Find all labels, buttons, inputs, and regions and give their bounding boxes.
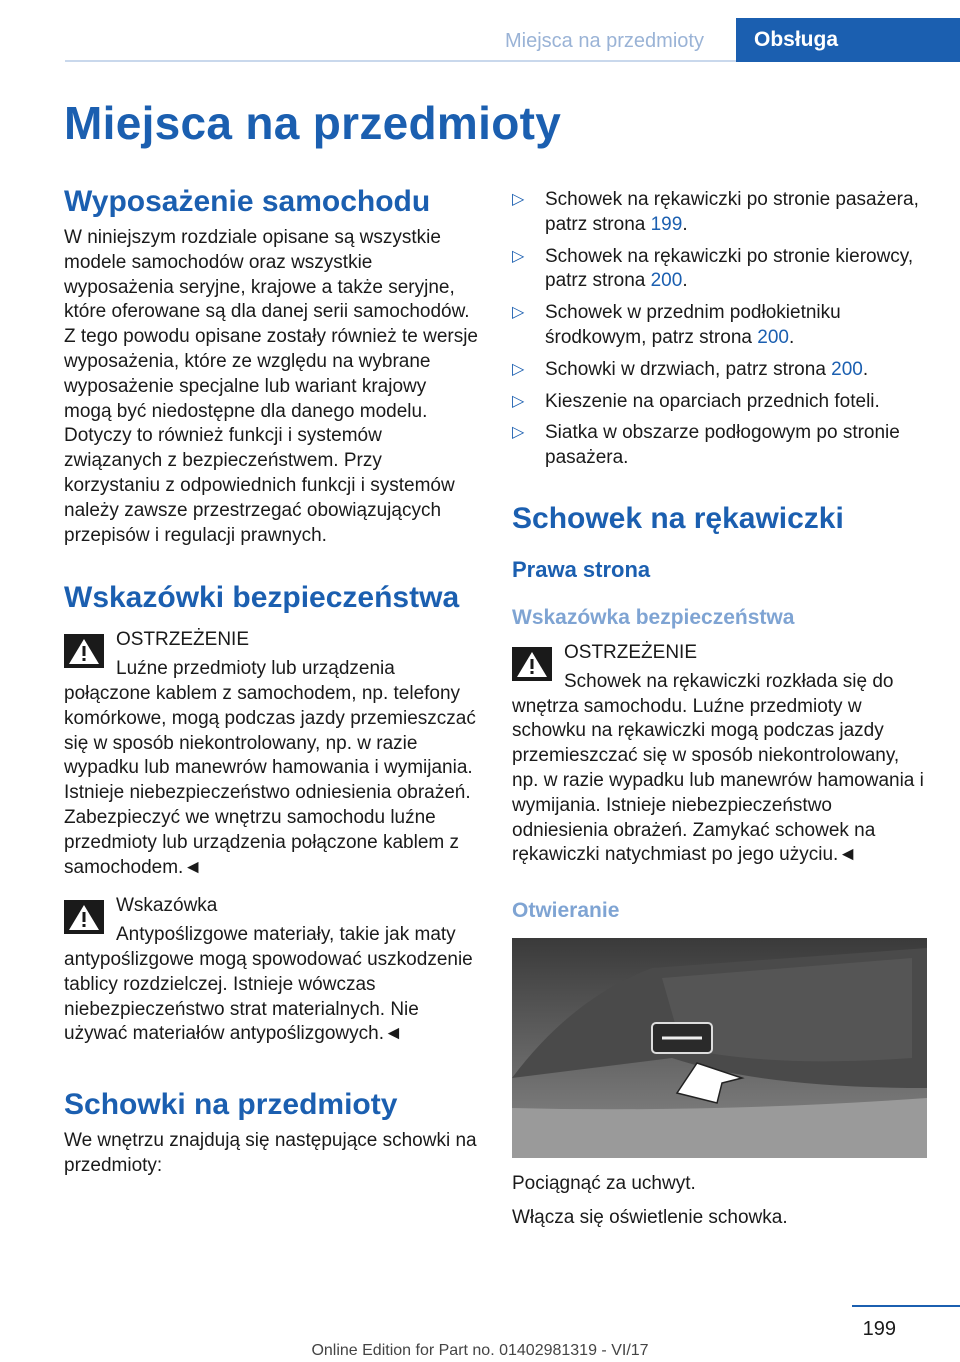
page-link[interactable]: 199 [650, 213, 683, 235]
notice-block-antislip [64, 894, 479, 1047]
warning-block-loose-objects [64, 628, 479, 880]
list-item: ▷ Schowek na rękawiczki po stronie pasażera, patrz strona 199. [512, 189, 919, 235]
notice-title: Wskazówka [116, 895, 218, 917]
list-item: ▷ Schowek na rękawiczki po stronie kierowcy, patrz strona 200. [512, 245, 914, 292]
heading-opening: Otwieranie [512, 899, 620, 923]
page-number: 199 [862, 1318, 896, 1340]
list-item: ▷ Kieszenie na oparciach przednich foteli. [512, 390, 927, 415]
glovebox-photo [512, 938, 927, 1158]
heading-glovebox: Schowek na rękawiczki [512, 501, 844, 535]
footer-divider [852, 1305, 960, 1307]
storage-list [512, 188, 927, 471]
warning-text: Luźne przedmioty lub urządzenia połączone kablem z samochodem, np. telefony komórkowe, mogą podczas jazdy przemieszczać się w sposób niekontrolowany, np. w razie wypadku lub manewrów hamowania i wymijania. Istnieje niebezpieczeństwo odniesienia obrażeń. Zabezpieczyć we wnętrzu samochodu luźne przedmioty lub urządzenia połączone kablem z samochodem.◄ [64, 658, 476, 878]
right-column [512, 188, 927, 1231]
list-item: ▷ Siatka w obszarze podłogowym po stronie pasażera. [512, 422, 900, 469]
page-link[interactable]: 200 [650, 270, 683, 292]
caption-pull-handle: Pociągnąć za uchwyt. [512, 1173, 696, 1195]
list-item: ▷ Schowek w przednim podłokietniku środkowym, patrz strona 200. [512, 302, 841, 348]
warning-triangle-icon [512, 647, 552, 681]
footer-edition: Online Edition for Part no. 01402981319 - VI/17 [311, 1342, 649, 1359]
header-tab-active[interactable]: Obsługa [736, 18, 960, 62]
caption-light-on: Włącza się oświetlenie schowka. [512, 1206, 788, 1228]
page-title: Miejsca na przedmioty [64, 97, 562, 149]
warning-block-glovebox [512, 641, 927, 868]
bullet-triangle-icon: ▷ [512, 360, 525, 378]
heading-safety-notes: Wskazówki bezpieczeństwa [64, 581, 460, 615]
warning-title: OSTRZEŻENIE [564, 641, 698, 663]
paragraph-storage-intro: We wnętrzu znajdują się następujące schowki na przedmioty: [64, 1130, 477, 1176]
warning-text: Schowek na rękawiczki rozkłada się do wnętrza samochodu. Luźne przedmioty w schowku na rękawiczki mogą podczas jazdy przemieszczać się w sposób niekontrolowany, np. w razie wypadku lub manewrów hamowania i wymijania. Istnieje niebezpieczeństwo odniesienia obrażeń. Zamykać schowek na rękawiczki natychmiast po jego użyciu.◄ [512, 670, 924, 866]
warning-triangle-icon [64, 634, 104, 668]
page-link[interactable]: 200 [757, 326, 789, 348]
warning-title: OSTRZEŻENIE [116, 629, 250, 651]
notice-triangle-icon [64, 900, 104, 934]
notice-text: Antypoślizgowe materiały, takie jak maty antypoślizgowe mogą spowodować uszkodzenie tablicy rozdzielczej. Istnieje wówczas niebezpieczeństwo strat materialnych. Nie używać materiałów antypoślizgowych.◄ [64, 924, 473, 1045]
bullet-triangle-icon: ▷ [512, 191, 525, 208]
header-section-link[interactable]: Miejsca na przedmioty [505, 30, 704, 52]
subheading-right-side: Prawa strona [512, 556, 651, 582]
subheading-safety-note: Wskazówka bezpieczeństwa [512, 605, 795, 629]
left-column [64, 180, 479, 1179]
bullet-triangle-icon: ▷ [512, 424, 525, 442]
bullet-triangle-icon: ▷ [512, 392, 525, 410]
heading-vehicle-equipment: Wyposażenie samochodu [64, 185, 431, 218]
list-item: ▷ Schowki w drzwiach, patrz strona 200. [512, 358, 927, 383]
page-link[interactable]: 200 [831, 358, 863, 380]
paragraph-vehicle-equipment: W niniejszym rozdziale opisane są wszystkie modele samochodów oraz wszystkie wyposażenia seryjne, krajowe a także seryjne, które oferowane są dla danej serii samochodów. Z tego powodu opisane zostały również te wersje wyposażenia, które ze względu na wybrane wyposażenie specjalne lub wariant krajowy mogą być niedostępne dla danego modelu. Dotyczy to również funkcji i systemów związanych z bezpieczeństwem. Przy korzystaniu z odpowiednich funkcji i systemów należy zawsze przestrzegać obowiązujących przepisów i regulacji prawnych. [64, 227, 479, 546]
bullet-triangle-icon: ▷ [512, 304, 525, 322]
bullet-triangle-icon: ▷ [512, 247, 525, 265]
heading-storage-compartments: Schowki na przedmioty [64, 1088, 398, 1122]
